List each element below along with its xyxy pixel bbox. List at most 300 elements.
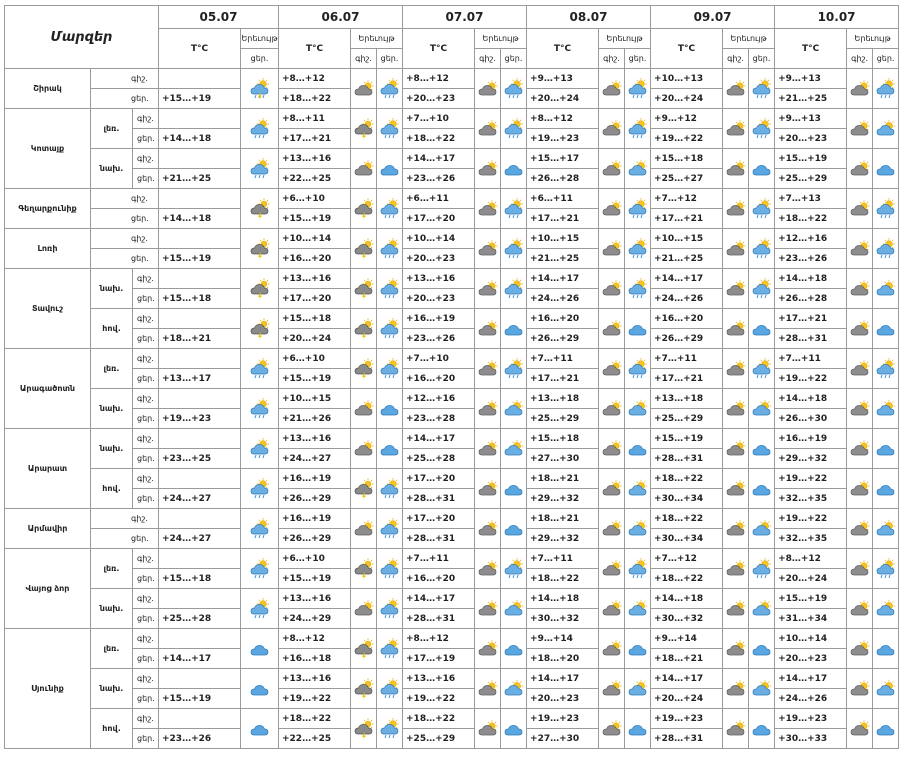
weather-icon-cell (625, 309, 651, 349)
cloud-icon (475, 598, 500, 620)
region-name: Արարատ (5, 429, 91, 509)
temperature-range: +23…+26 (403, 169, 475, 189)
time-of-day: ցեր. (133, 409, 159, 429)
temperature-range: +16…+20 (403, 569, 475, 589)
cloud-icon (351, 398, 376, 420)
temperature-range: +24…+27 (159, 489, 241, 509)
weather-icon-cell (625, 229, 651, 269)
rain-sun-icon (625, 557, 650, 581)
cloud-icon (475, 638, 500, 660)
rain-sun-icon (377, 277, 402, 301)
temperature-range: +19…+23 (527, 709, 599, 729)
temperature-range: +30…+32 (651, 609, 723, 629)
temperature-range: +28…+31 (775, 329, 847, 349)
cloud-icon (599, 158, 624, 180)
cloud-blue-icon (749, 638, 774, 660)
temperature-range: +14…+17 (403, 589, 475, 609)
cloud-blue-icon (377, 438, 402, 460)
weather-icon-cell (377, 69, 403, 109)
cloud-icon (723, 238, 748, 260)
temperature-range: +20…+24 (775, 569, 847, 589)
weather-icon-cell (847, 629, 873, 669)
weather-icon-cell (501, 629, 527, 669)
temperature-range: +9…+13 (775, 69, 847, 89)
forecast-row (5, 549, 899, 569)
time-of-day: ցեր. (133, 569, 159, 589)
weather-icon-cell (873, 149, 899, 189)
sun-cloud-icon (625, 598, 650, 620)
cloud-icon (723, 598, 748, 620)
sun-cloud-icon (873, 518, 898, 540)
zone-name: լեռ. (91, 629, 133, 669)
rain-sun-icon (625, 277, 650, 301)
weather-icon-cell (847, 669, 873, 709)
temperature-range: +15…+19 (159, 89, 241, 109)
storm-icon (241, 277, 278, 301)
cloud-icon (723, 558, 748, 580)
weather-icon-cell (847, 349, 873, 389)
temperature-range: +20…+23 (527, 689, 599, 709)
temperature-range: +14…+18 (159, 209, 241, 229)
rain-sun-icon (873, 357, 898, 381)
weather-icon-cell (847, 389, 873, 429)
weather-icon-cell (625, 389, 651, 429)
temperature-range (159, 149, 241, 169)
temperature-range: +19…+22 (775, 369, 847, 389)
cloud-icon (723, 158, 748, 180)
temperature-range: +19…+22 (775, 509, 847, 529)
time-of-day: գիշ. (133, 589, 159, 609)
temperature-range: +14…+18 (651, 589, 723, 609)
temperature-range: +12…+16 (403, 389, 475, 409)
weather-icon-cell (723, 269, 749, 309)
cloud-icon (351, 438, 376, 460)
temperature-range: +18…+20 (527, 649, 599, 669)
cloud-icon (351, 518, 376, 540)
forecast-row (5, 229, 899, 249)
cloud-icon (847, 638, 872, 660)
rain-sun-icon (241, 157, 278, 181)
weather-icon-cell (847, 149, 873, 189)
rain-sun-icon (241, 557, 278, 581)
zone-name: հով. (91, 709, 133, 749)
weather-icon-cell (873, 669, 899, 709)
temperature-range: +19…+23 (775, 709, 847, 729)
date-header: 07.07 (403, 6, 527, 29)
cloud-icon (847, 158, 872, 180)
temperature-range: +7…+11 (403, 549, 475, 569)
weather-icon-cell (847, 69, 873, 109)
rain-sun-icon (873, 237, 898, 261)
weather-icon-cell (351, 269, 377, 309)
cloud-blue-icon (501, 638, 526, 660)
weather-icon-cell (377, 509, 403, 549)
temperature-range: +20…+23 (775, 129, 847, 149)
temperature-range: +18…+22 (527, 569, 599, 589)
night-header: գիշ. (599, 49, 625, 69)
weather-icon-cell (377, 669, 403, 709)
temperature-range: +13…+16 (403, 269, 475, 289)
temperature-range (159, 309, 241, 329)
rain-sun-icon (377, 557, 402, 581)
temp-header: T°C (775, 29, 847, 69)
temperature-range: +23…+25 (159, 449, 241, 469)
day-header: ցեր. (749, 49, 775, 69)
temperature-range: +6…+11 (403, 189, 475, 209)
temperature-range (159, 509, 241, 529)
day-header: ցեր. (241, 49, 279, 69)
cloud-blue-icon (241, 638, 278, 660)
temperature-range: +15…+18 (651, 149, 723, 169)
temperature-range: +10…+13 (651, 69, 723, 89)
temperature-range: +21…+25 (527, 249, 599, 269)
sun-cloud-icon (749, 678, 774, 700)
forecast-row (5, 629, 899, 649)
temperature-range: +13…+16 (279, 269, 351, 289)
cloud-blue-icon (873, 478, 898, 500)
rain-sun-icon (749, 197, 774, 221)
weather-icon-cell (351, 69, 377, 109)
temperature-range: +19…+22 (775, 469, 847, 489)
weather-icon-cell (475, 429, 501, 469)
time-of-day: գիշ. (91, 189, 159, 209)
cloud-icon (847, 78, 872, 100)
time-of-day: գիշ. (91, 69, 159, 89)
rain-sun-icon (749, 357, 774, 381)
temperature-range: +21…+25 (651, 249, 723, 269)
forecast-row (5, 589, 899, 609)
temperature-range: +24…+29 (279, 609, 351, 629)
temperature-range: +10…+15 (527, 229, 599, 249)
rain-sun-icon (625, 197, 650, 221)
weather-icon-cell (847, 709, 873, 749)
storm-icon (241, 317, 278, 341)
cloud-icon (723, 638, 748, 660)
weather-icon-cell (351, 189, 377, 229)
temperature-range: +23…+26 (775, 249, 847, 269)
temperature-range: +16…+18 (279, 649, 351, 669)
temperature-range: +14…+17 (527, 269, 599, 289)
temperature-range: +9…+13 (775, 109, 847, 129)
time-of-day: գիշ. (91, 509, 159, 529)
temperature-range: +21…+25 (775, 89, 847, 109)
cloud-icon (847, 558, 872, 580)
time-of-day: գիշ. (133, 149, 159, 169)
weather-icon-cell (475, 629, 501, 669)
weather-icon-cell (241, 389, 279, 429)
temp-header: T°C (651, 29, 723, 69)
weather-icon-cell (351, 669, 377, 709)
temperature-range: +10…+14 (775, 629, 847, 649)
weather-icon-cell (475, 709, 501, 749)
weather-icon-cell (749, 189, 775, 229)
temperature-range: +15…+19 (159, 689, 241, 709)
temperature-range: +12…+16 (775, 229, 847, 249)
time-of-day: գիշ. (133, 669, 159, 689)
weather-icon-cell (351, 709, 377, 749)
sun-cloud-icon (873, 678, 898, 700)
cloud-blue-icon (873, 158, 898, 180)
cloud-icon (475, 198, 500, 220)
temperature-range: +23…+28 (403, 409, 475, 429)
temperature-range: +26…+29 (651, 329, 723, 349)
weather-icon-cell (501, 549, 527, 589)
weather-icon-cell (723, 429, 749, 469)
weather-icon-cell (351, 549, 377, 589)
sun-cloud-icon (873, 278, 898, 300)
cloud-blue-icon (749, 438, 774, 460)
temperature-range: +14…+18 (159, 129, 241, 149)
storm-icon (351, 317, 376, 341)
time-of-day: ցեր. (133, 689, 159, 709)
cloud-blue-icon (501, 318, 526, 340)
weather-icon-cell (723, 709, 749, 749)
rain-sun-icon (377, 717, 402, 741)
night-header: գիշ. (847, 49, 873, 69)
weather-icon-cell (625, 109, 651, 149)
temperature-range: +8…+12 (527, 109, 599, 129)
region-name: Գեղարքունիք (5, 189, 91, 229)
weather-icon-cell (241, 229, 279, 269)
weather-icon-cell (351, 429, 377, 469)
weather-icon-cell (749, 429, 775, 469)
temperature-range: +30…+33 (775, 729, 847, 749)
weather-icon-cell (625, 629, 651, 669)
temperature-range: +8…+12 (403, 629, 475, 649)
temperature-range: +16…+19 (279, 509, 351, 529)
temperature-range: +17…+21 (651, 209, 723, 229)
cloud-icon (475, 398, 500, 420)
weather-icon-cell (241, 149, 279, 189)
weather-icon-cell (377, 469, 403, 509)
cloud-icon (599, 238, 624, 260)
cloud-icon (847, 598, 872, 620)
date-header: 10.07 (775, 6, 899, 29)
weather-icon-cell (749, 389, 775, 429)
rain-sun-icon (377, 477, 402, 501)
temperature-range: +29…+32 (775, 449, 847, 469)
temperature-range: +17…+20 (279, 289, 351, 309)
time-of-day: գիշ. (133, 709, 159, 729)
weather-icon-cell (749, 229, 775, 269)
temperature-range: +18…+21 (651, 649, 723, 669)
weather-icon-cell (625, 469, 651, 509)
cloud-icon (599, 598, 624, 620)
weather-icon-cell (847, 309, 873, 349)
cloud-icon (847, 678, 872, 700)
temperature-range: +19…+23 (527, 129, 599, 149)
phenomena-header: Երեւույթ (599, 29, 651, 49)
temp-header: T°C (403, 29, 475, 69)
zone-name: հով. (91, 469, 133, 509)
weather-icon-cell (475, 589, 501, 629)
temperature-range: +10…+14 (279, 229, 351, 249)
time-of-day: ցեր. (91, 209, 159, 229)
zone-name: նախ. (91, 269, 133, 309)
time-of-day: գիշ. (133, 549, 159, 569)
time-of-day: ցեր. (91, 529, 159, 549)
time-of-day: գիշ. (133, 629, 159, 649)
temperature-range: +20…+23 (403, 289, 475, 309)
temperature-range: +28…+31 (403, 529, 475, 549)
rain-sun-icon (377, 357, 402, 381)
storm-icon (351, 637, 376, 661)
cloud-icon (475, 158, 500, 180)
temperature-range: +14…+17 (159, 649, 241, 669)
weather-icon-cell (599, 469, 625, 509)
temperature-range: +17…+19 (403, 649, 475, 669)
temperature-range: +20…+23 (403, 249, 475, 269)
cloud-icon (723, 118, 748, 140)
zone-name: լեռ. (91, 549, 133, 589)
phenomena-header: Երեւույթ (475, 29, 527, 49)
temperature-range: +14…+17 (403, 149, 475, 169)
temperature-range: +20…+24 (651, 689, 723, 709)
zone-name: նախ. (91, 149, 133, 189)
weather-icon-cell (241, 589, 279, 629)
cloud-icon (599, 438, 624, 460)
region-name: Արմավիր (5, 509, 91, 549)
cloud-icon (723, 478, 748, 500)
temperature-range: +17…+21 (527, 369, 599, 389)
temperature-range: +27…+30 (527, 729, 599, 749)
weather-icon-cell (241, 629, 279, 669)
rain-sun-icon (873, 77, 898, 101)
sun-cloud-icon (625, 158, 650, 180)
temperature-range: +20…+24 (651, 89, 723, 109)
time-of-day: գիշ. (133, 469, 159, 489)
weather-icon-cell (501, 269, 527, 309)
time-of-day: գիշ. (133, 349, 159, 369)
time-of-day: ցեր. (133, 329, 159, 349)
rain-sun-icon (873, 197, 898, 221)
weather-icon-cell (501, 469, 527, 509)
weather-icon-cell (241, 429, 279, 469)
time-of-day: ցեր. (91, 89, 159, 109)
weather-icon-cell (873, 509, 899, 549)
weather-icon-cell (873, 549, 899, 589)
time-of-day: ցեր. (133, 609, 159, 629)
weather-icon-cell (377, 709, 403, 749)
weather-icon-cell (723, 469, 749, 509)
rain-sun-icon (241, 597, 278, 621)
weather-icon-cell (749, 669, 775, 709)
forecast-row (5, 109, 899, 129)
temp-header: T°C (159, 29, 241, 69)
weather-icon-cell (847, 109, 873, 149)
weather-icon-cell (377, 229, 403, 269)
date-header: 05.07 (159, 6, 279, 29)
weather-icon-cell (873, 229, 899, 269)
cloud-blue-icon (749, 718, 774, 740)
weather-icon-cell (749, 269, 775, 309)
rain-sun-icon (625, 237, 650, 261)
temperature-range: +13…+16 (279, 149, 351, 169)
rain-sun-icon (241, 397, 278, 421)
sun-cloud-icon (749, 598, 774, 620)
cloud-blue-icon (501, 718, 526, 740)
cloud-icon (599, 398, 624, 420)
forecast-table (4, 5, 899, 749)
weather-icon-cell (599, 149, 625, 189)
cloud-icon (599, 518, 624, 540)
time-of-day: գիշ. (133, 269, 159, 289)
rain-sun-icon (377, 117, 402, 141)
phenomena-header: Երեւույթ (847, 29, 899, 49)
temperature-range: +7…+12 (651, 189, 723, 209)
time-of-day: ցեր. (133, 449, 159, 469)
temperature-range: +15…+18 (159, 289, 241, 309)
rain-sun-icon (377, 637, 402, 661)
weather-icon-cell (599, 509, 625, 549)
weather-icon-cell (475, 229, 501, 269)
sun-cloud-icon (749, 518, 774, 540)
temperature-range: +8…+12 (775, 549, 847, 569)
temperature-range: +28…+31 (403, 489, 475, 509)
temperature-range: +10…+15 (651, 229, 723, 249)
temperature-range: +7…+13 (775, 189, 847, 209)
weather-icon-cell (847, 269, 873, 309)
weather-icon-cell (599, 349, 625, 389)
weather-icon-cell (749, 549, 775, 589)
weather-icon-cell (723, 69, 749, 109)
cloud-icon (723, 358, 748, 380)
temperature-range: +25…+28 (159, 609, 241, 629)
weather-icon-cell (501, 69, 527, 109)
temperature-range: +26…+28 (527, 169, 599, 189)
weather-icon-cell (873, 429, 899, 469)
temperature-range: +15…+17 (527, 149, 599, 169)
phenomena-header: Երեւույթ (351, 29, 403, 49)
temperature-range: +20…+23 (775, 649, 847, 669)
weather-icon-cell (723, 309, 749, 349)
cloud-icon (351, 78, 376, 100)
cloud-icon (723, 78, 748, 100)
cloud-blue-icon (241, 678, 278, 700)
temperature-range: +6…+11 (527, 189, 599, 209)
region-name: Արագածոտն (5, 349, 91, 429)
weather-icon-cell (377, 549, 403, 589)
temperature-range: +17…+20 (403, 209, 475, 229)
weather-icon-cell (501, 309, 527, 349)
temperature-range: +28…+31 (651, 449, 723, 469)
cloud-blue-icon (625, 438, 650, 460)
temperature-range: +15…+18 (159, 569, 241, 589)
temperature-range: +29…+32 (527, 489, 599, 509)
weather-icon-cell (241, 189, 279, 229)
weather-icon-cell (749, 629, 775, 669)
temperature-range: +18…+22 (279, 709, 351, 729)
temperature-range: +6…+10 (279, 189, 351, 209)
weather-icon-cell (501, 349, 527, 389)
rain-sun-icon (501, 237, 526, 261)
forecast-row (5, 709, 899, 729)
sun-cloud-icon (501, 678, 526, 700)
temperature-range: +8…+12 (279, 69, 351, 89)
cloud-blue-icon (873, 638, 898, 660)
weather-icon-cell (873, 589, 899, 629)
cloud-blue-icon (625, 638, 650, 660)
weather-icon-cell (599, 669, 625, 709)
weather-icon-cell (475, 549, 501, 589)
day-header: ցեր. (377, 49, 403, 69)
storm-icon (351, 557, 376, 581)
cloud-blue-icon (873, 438, 898, 460)
weather-icon-cell (377, 109, 403, 149)
cloud-icon (599, 358, 624, 380)
weather-icon-cell (847, 469, 873, 509)
temperature-range: +26…+29 (527, 329, 599, 349)
